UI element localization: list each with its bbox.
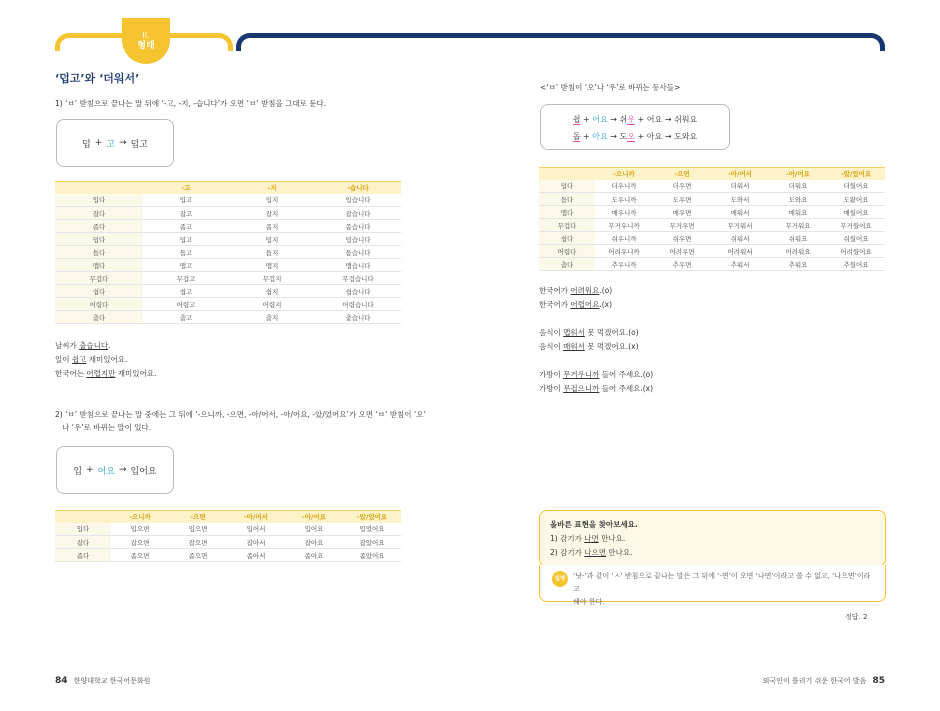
example-sentence: [539, 382, 653, 396]
table-row-label: 어렵다: [55, 298, 143, 311]
table-cell: 잡고: [143, 207, 229, 220]
table-cell: 추우니까: [595, 258, 653, 271]
rt-ending-2: 아요: [646, 132, 663, 141]
section-title: ‘덥고’와 ‘더워서’: [55, 72, 140, 85]
rule-2-line-2: 나 ‘우’로 바뀌는 말이 있다.: [62, 423, 152, 432]
rt-arrow: →: [610, 115, 617, 124]
vowel-change-row-1: [541, 111, 729, 128]
table-header-cell: -으면: [169, 511, 227, 523]
examples-2: [539, 284, 653, 396]
chapter-tab: [122, 18, 170, 64]
table-row: [55, 311, 401, 324]
table-header-cell: -아/어서: [227, 511, 285, 523]
table-cell: 더우니까: [595, 180, 653, 193]
table-cell: 쉬우면: [653, 232, 711, 245]
table-cell: 돕습니다: [315, 246, 401, 259]
rt-plus: +: [637, 115, 645, 124]
table-cell: 덥지: [229, 233, 315, 246]
example-text: 일이: [55, 355, 72, 364]
table-cell: 추워요: [769, 258, 827, 271]
table-header-cell: [539, 168, 595, 180]
table-row: [539, 245, 885, 258]
table-cell: 어렵고: [143, 298, 229, 311]
table-cell: 무겁습니다: [315, 272, 401, 285]
quiz-box: [539, 510, 886, 567]
table-cell: 무거우니까: [595, 219, 653, 232]
table-row: [55, 298, 401, 311]
table-cell: 어려워서: [711, 245, 769, 258]
table-row-label: 쉽다: [55, 285, 143, 298]
table-cell: 매워서: [711, 206, 769, 219]
example-text: .(o): [599, 286, 613, 295]
rt-stem: 쉽: [572, 115, 581, 124]
example-text: 재미있어요.: [115, 369, 157, 378]
hint-box: [539, 565, 886, 606]
example-text: 날씨가: [55, 341, 80, 350]
table-row: [55, 523, 401, 536]
table-row: [55, 233, 401, 246]
rt-ending-2: 어요: [646, 115, 663, 124]
table-cell: 잡으면: [111, 536, 169, 549]
chapter-number: II.: [142, 31, 150, 40]
quiz-text: 만나요.: [605, 548, 633, 557]
table-cell: 매워요: [769, 206, 827, 219]
table-row: [539, 193, 885, 206]
example-sentence: [539, 326, 653, 340]
example-text: 한국어가: [539, 300, 571, 309]
example-underlined: 무거우니까: [563, 370, 600, 379]
hint-line-1: ‘낫-’과 같이 ‘ㅅ’ 받침으로 끝나는 말은 그 뒤에 ‘-면’이 오면 ‘나면’이라고 쓸 수 없고, ‘나으면’이라고: [573, 572, 871, 593]
hint-badge: 설명: [552, 571, 568, 587]
table-row: [55, 207, 401, 220]
table-row: [539, 258, 885, 271]
formula-ending: 고: [106, 139, 115, 150]
table-cell: 쉬워요: [769, 232, 827, 245]
example-text: 가방이: [539, 384, 564, 393]
rt-ending: 어요: [592, 115, 608, 124]
table-row: [55, 220, 401, 233]
table-cell: 잡으면: [169, 536, 227, 549]
rt-ending: 아요: [592, 132, 608, 141]
quiz-text: 1) 감기가: [550, 534, 585, 543]
example-underlined: 맵워서: [563, 328, 585, 337]
table-row: [55, 272, 401, 285]
formula-box-1: [56, 119, 174, 167]
rt-arrow: →: [664, 115, 672, 124]
table-cell: 도와서: [711, 193, 769, 206]
example-text: 못 먹겠어요.(o): [584, 328, 639, 337]
table-cell: 쉽지: [229, 285, 315, 298]
conjugation-table-2: [55, 510, 401, 562]
table-header-cell: -아/어요: [769, 168, 827, 180]
table-cell: 더워요: [769, 180, 827, 193]
table-cell: 어렵지: [229, 298, 315, 311]
chapter-name: 형태: [137, 41, 155, 51]
table-cell: 입어서: [227, 523, 285, 536]
table-row: [55, 259, 401, 272]
table-cell: 춥습니다: [315, 311, 401, 324]
table-cell: 입고: [143, 194, 229, 207]
table-cell: 좁아요: [285, 549, 343, 562]
formula-stem: 덥: [82, 139, 91, 150]
formula-arrow: →: [119, 465, 127, 475]
table-cell: 어려워요: [769, 245, 827, 258]
example-text: 음식이: [539, 342, 564, 351]
table-row: [539, 232, 885, 245]
table-row-label: 좁다: [55, 549, 111, 562]
example-underlined: 춥습니다: [79, 341, 109, 350]
table-cell: 입지: [229, 194, 315, 207]
table-row-label: 쉽다: [539, 232, 595, 245]
table-cell: 입습니다: [315, 194, 401, 207]
quiz-underlined: 나면: [584, 534, 599, 543]
table-row-label: 잡다: [55, 207, 143, 220]
formula-result: 덥고: [130, 139, 148, 150]
page-number-right: 85: [872, 676, 885, 686]
table-row-label: 춥다: [55, 311, 143, 324]
table-cell: 돕고: [143, 246, 229, 259]
table-cell: 더우면: [653, 180, 711, 193]
example-sentence: [539, 354, 653, 368]
table-row: [539, 206, 885, 219]
table-header-cell: -았/었어요: [343, 511, 401, 523]
example-underlined: 어려워요: [570, 286, 600, 295]
rt-changed-vowel: 오: [627, 132, 635, 141]
table-cell: 무거워서: [711, 219, 769, 232]
example-text: 들어 주세요.(o): [599, 370, 654, 379]
table-cell: 도우니까: [595, 193, 653, 206]
table-header-cell: -습니다: [315, 182, 401, 194]
table-header-row: [539, 168, 885, 180]
table-cell: 좁습니다: [315, 220, 401, 233]
table-row-label: 맵다: [55, 259, 143, 272]
table-cell: 돕지: [229, 246, 315, 259]
table-cell: 도와요: [769, 193, 827, 206]
table-row-label: 맵다: [539, 206, 595, 219]
rule-2-line-1: 2) ‘ㅂ’ 받침으로 끝나는 말 중에는 그 뒤에 ‘-으니까, -으면, -아/어서, -아/어요, -았/었어요’가 오면 ‘ㅂ’ 받침이 ‘오’: [55, 410, 426, 419]
table-cell: 덥습니다: [315, 233, 401, 246]
table-row-label: 돕다: [539, 193, 595, 206]
example-text: 한국어가: [539, 286, 571, 295]
example-sentence: [539, 312, 653, 326]
example-text: 가방이: [539, 370, 564, 379]
rt-stem: 돕: [572, 132, 581, 141]
table-cell: 잡습니다: [315, 207, 401, 220]
table-row-label: 입다: [55, 523, 111, 536]
table-cell: 매웠어요: [827, 206, 885, 219]
table-cell: 입으면: [169, 523, 227, 536]
table-cell: 쉽고: [143, 285, 229, 298]
right-subtitle: <‘ㅂ’ 받침이 ‘오’나 ‘우’로 바뀌는 동사들>: [540, 83, 681, 92]
table-header-cell: -으니까: [595, 168, 653, 180]
footer-right: [763, 676, 885, 686]
table-row: [55, 194, 401, 207]
example-text: 음식이: [539, 328, 564, 337]
rt-plus: +: [637, 132, 645, 141]
table-row-label: 춥다: [539, 258, 595, 271]
table-cell: 덥고: [143, 233, 229, 246]
table-cell: 쉬워서: [711, 232, 769, 245]
table-row-label: 덥다: [55, 233, 143, 246]
table-cell: 잡아요: [285, 536, 343, 549]
table-cell: 쉽습니다: [315, 285, 401, 298]
table-header-cell: [55, 182, 143, 194]
table-cell: 매우면: [653, 206, 711, 219]
table-row-label: 잡다: [55, 536, 111, 549]
table-row-label: 입다: [55, 194, 143, 207]
table-header-cell: -지: [229, 182, 315, 194]
table-row: [55, 246, 401, 259]
quiz-title: 올바른 표현을 찾아보세요.: [550, 520, 638, 529]
hint-line-2: 해야 한다.: [573, 598, 605, 606]
table-cell: 어려웠어요: [827, 245, 885, 258]
quiz-option-2: [550, 546, 875, 560]
quiz-option-1: [550, 532, 875, 546]
formula-plus: +: [86, 465, 94, 475]
table-cell: 입어요: [285, 523, 343, 536]
table-cell: 좁아서: [227, 549, 285, 562]
table-cell: 잡아서: [227, 536, 285, 549]
table-cell: 추워서: [711, 258, 769, 271]
rt-changed-stem: 도: [619, 132, 628, 141]
table-cell: 무거우면: [653, 219, 711, 232]
table-row: [55, 536, 401, 549]
footer-left: [55, 676, 150, 686]
table-row: [55, 549, 401, 562]
table-cell: 무거워요: [769, 219, 827, 232]
conjugation-table-1: [55, 181, 401, 324]
example-sentence: [539, 340, 653, 354]
example-text: 재미있어요.: [86, 355, 128, 364]
table-row: [539, 219, 885, 232]
table-cell: 추우면: [653, 258, 711, 271]
example-underlined: 어렵어요: [570, 300, 600, 309]
table-header-cell: -았/었어요: [827, 168, 885, 180]
example-sentence: [539, 298, 653, 312]
table-header-cell: [55, 511, 111, 523]
formula-stem: 입: [73, 466, 83, 477]
example-sentence: [539, 284, 653, 298]
quiz-text: 2) 감기가: [550, 548, 585, 557]
example-underlined: 쉽고: [71, 355, 87, 364]
table-row-label: 어렵다: [539, 245, 595, 258]
table-cell: 춥고: [143, 311, 229, 324]
table-header-cell: -으니까: [111, 511, 169, 523]
page-number-left: 84: [55, 676, 68, 686]
table-cell: 잡았어요: [343, 536, 401, 549]
example-underlined: 어렵지만: [86, 369, 116, 378]
example-sentence: [55, 353, 156, 367]
conjugation-table-3: [539, 167, 885, 271]
table-header-row: [55, 182, 401, 194]
table-cell: 맵지: [229, 259, 315, 272]
table-cell: 도왔어요: [827, 193, 885, 206]
rt-result: 도와요: [674, 132, 698, 141]
rt-plus: +: [583, 115, 590, 124]
table-cell: 어렵습니다: [315, 298, 401, 311]
table-row-label: 무겁다: [539, 219, 595, 232]
example-sentence: [55, 367, 156, 381]
table-cell: 추웠어요: [827, 258, 885, 271]
formula-arrow: →: [119, 138, 127, 148]
formula-result: 입어요: [130, 466, 157, 477]
table-cell: 쉬우니까: [595, 232, 653, 245]
example-sentence: [55, 339, 156, 353]
example-underlined: 무겁으니까: [563, 384, 600, 393]
example-underlined: 매워서: [563, 342, 585, 351]
table-cell: 좁지: [229, 220, 315, 233]
footer-book-title: 외국인이 틀리기 쉬운 한국어 발음: [762, 677, 867, 685]
example-sentence: [539, 368, 653, 382]
table-cell: 매우니까: [595, 206, 653, 219]
table-cell: 잡지: [229, 207, 315, 220]
rt-changed-stem: 쉬: [619, 115, 628, 124]
table-header-cell: -으면: [653, 168, 711, 180]
table-cell: 좁고: [143, 220, 229, 233]
example-text: .: [108, 341, 111, 350]
table-cell: 춥지: [229, 311, 315, 324]
table-row-label: 좁다: [55, 220, 143, 233]
example-text: 못 먹겠어요.(x): [584, 342, 639, 351]
table-row-label: 덥다: [539, 180, 595, 193]
formula-plus: +: [94, 138, 103, 148]
table-row: [55, 285, 401, 298]
rule-1: 1) ‘ㅂ’ 받침으로 끝나는 말 뒤에 ‘-고, -지, -습니다’가 오면 ‘ㅂ’ 받침을 그대로 둔다.: [55, 99, 327, 108]
formula-box-2: [56, 446, 174, 494]
rt-plus: +: [583, 132, 590, 141]
vowel-change-row-2: [541, 128, 729, 145]
table-cell: 도우면: [653, 193, 711, 206]
table-cell: 입으면: [111, 523, 169, 536]
table-cell: 무거웠어요: [827, 219, 885, 232]
rt-result: 쉬워요: [674, 115, 698, 124]
examples-1: [55, 339, 156, 381]
table-cell: 쉬웠어요: [827, 232, 885, 245]
table-cell: 더워서: [711, 180, 769, 193]
table-cell: 어려우니까: [595, 245, 653, 258]
table-cell: 맵습니다: [315, 259, 401, 272]
table-header-cell: -아/어서: [711, 168, 769, 180]
rt-arrow: →: [610, 132, 617, 141]
table-cell: 무겁고: [143, 272, 229, 285]
table-cell: 더웠어요: [827, 180, 885, 193]
quiz-underlined: 나으면: [584, 548, 606, 557]
vowel-change-box: [540, 104, 730, 150]
table-row-label: 무겁다: [55, 272, 143, 285]
answer-text: 정답. 2: [845, 613, 868, 621]
table-header-row: [55, 511, 401, 523]
header-bar-right: [236, 33, 885, 51]
table-cell: 좁았어요: [343, 549, 401, 562]
table-cell: 맵고: [143, 259, 229, 272]
table-cell: 좁으면: [169, 549, 227, 562]
table-cell: 좁으면: [111, 549, 169, 562]
footer-publisher: 한양대학교 한국어문화원: [73, 677, 151, 685]
table-row: [539, 180, 885, 193]
table-row-label: 돕다: [55, 246, 143, 259]
example-text: 들어 주세요.(x): [599, 384, 654, 393]
formula-ending: 어요: [97, 466, 115, 477]
table-header-cell: -고: [143, 182, 229, 194]
table-header-cell: -아/어요: [285, 511, 343, 523]
example-text: .(x): [599, 300, 613, 309]
quiz-text: 만나요.: [598, 534, 626, 543]
table-cell: 어려우면: [653, 245, 711, 258]
rt-arrow: →: [664, 132, 672, 141]
table-cell: 입었어요: [343, 523, 401, 536]
example-text: 한국어는: [55, 369, 87, 378]
rt-changed-vowel: 우: [627, 115, 635, 124]
table-cell: 무겁지: [229, 272, 315, 285]
